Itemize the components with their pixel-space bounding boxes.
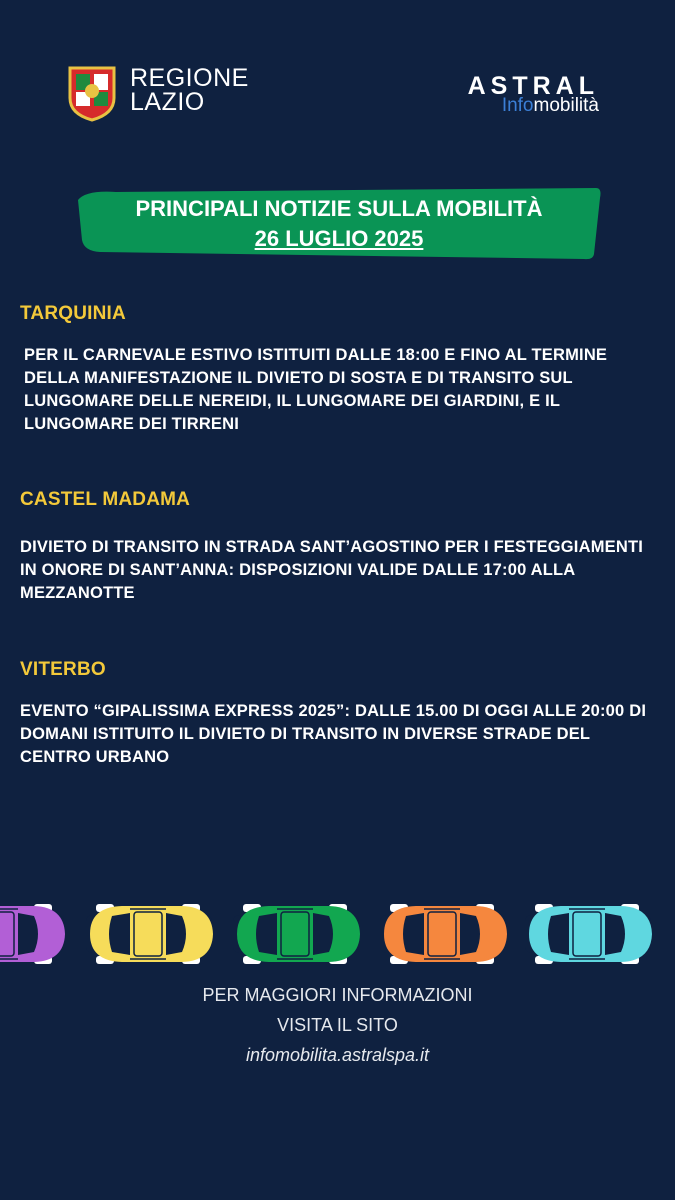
headline-banner <box>76 184 602 260</box>
regione-lazio-logo-text <box>130 66 249 114</box>
banner-title: PRINCIPALI NOTIZIE SULLA MOBILITÀ <box>135 196 543 221</box>
astral-sub-info: Info <box>501 95 534 116</box>
section-body: DIVIETO DI TRANSITO IN STRADA SANT’AGOSTINO PER I FESTEGGIAMENTI IN ONORE DI SANT’ANNA: DISPOSIZIONI VALIDE DALLE 17:00 ALLA MEZZANOTTE <box>20 538 644 602</box>
news-section-tarquinia <box>20 302 660 436</box>
footer-line2: VISITA IL SITO <box>277 1015 398 1035</box>
banner-text <box>76 194 602 254</box>
news-section-castel-madama <box>20 488 660 605</box>
cars-strip <box>0 895 675 973</box>
section-title: CASTEL MADAMA <box>20 489 191 510</box>
astral-infomobilita-logo <box>468 74 599 116</box>
car-icon <box>0 901 68 967</box>
astral-name: ASTRAL <box>467 72 599 100</box>
regione-lazio-crest-icon <box>66 64 118 122</box>
news-section-viterbo <box>20 658 660 769</box>
car-icon <box>521 901 655 967</box>
regione-line2: LAZIO <box>130 88 205 116</box>
footer-line1: PER MAGGIORI INFORMAZIONI <box>202 985 473 1005</box>
banner-date: 26 LUGLIO 2025 <box>254 226 424 251</box>
footer-site-link[interactable]: infomobilita.astralspa.it <box>245 1045 430 1065</box>
car-icon <box>82 901 216 967</box>
section-title: TARQUINIA <box>20 303 126 324</box>
section-body: EVENTO “GIPALISSIMA EXPRESS 2025”: DALLE 15.00 DI OGGI ALLE 20:00 DI DOMANI ISTITUITO IL DIVIETO DI TRANSITO IN DIVERSE STRADE DEL CENTRO URBANO <box>20 702 647 766</box>
car-icon <box>376 901 510 967</box>
footer <box>0 980 675 1070</box>
astral-sub-mobilita: mobilità <box>533 95 599 116</box>
section-title: VITERBO <box>20 659 106 680</box>
car-icon <box>229 901 363 967</box>
section-body: PER IL CARNEVALE ESTIVO ISTITUITI DALLE 18:00 E FINO AL TERMINE DELLA MANIFESTAZIONE IL DIVIETO DI SOSTA E DI TRANSITO SUL LUNGOMARE DELLE NEREIDI, IL LUNGOMARE DEI GIARDINI, E IL LUNGOMARE DEI TIRRENI <box>24 346 608 433</box>
header <box>0 60 675 130</box>
regione-line1: REGIONE <box>130 64 249 92</box>
